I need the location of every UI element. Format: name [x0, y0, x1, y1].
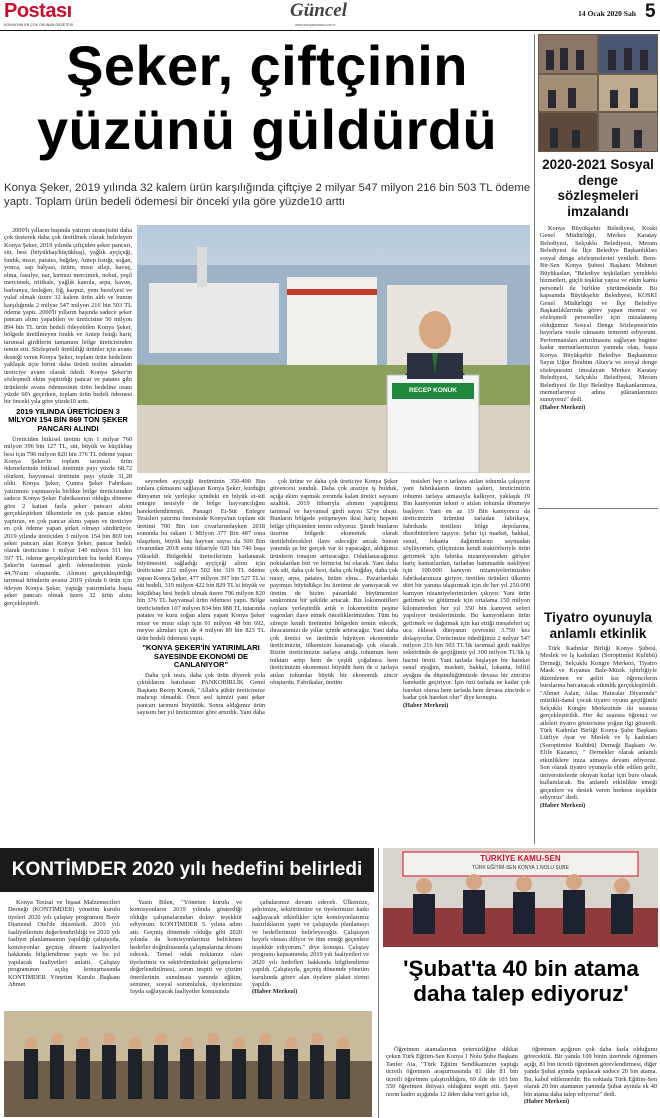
kontimder-column-2	[130, 899, 242, 1009]
banner-line1: TÜRKİYE KAMU-SEN	[480, 854, 561, 863]
main-col4-text: tesisleri hep o tarlaya atılan tohumla çalışıyor yani fabrikaların üretim şalteri, üreticimizin tohumu tarlaya atmasıyla kalkıyor, yaklaşık 19 Bin kamyonun tekeri o atılan tohumla dönmeye başlıyor. Yani en az 19 Bin kamyoncu da üreticimizin ürününü tarladan fabrikaya, fabrikada üretileni bölge depolarına, distribütörlere taşıyor. Şehir içi market, bakkal, esnaf, lokanta dağıtımlarını saymadan söylüyorum, çiftçimizin kendi traktörleriyle ürün getirmek için fabrika nizamiyesinden girişler hariç kantarlardan, tarladan hammadde nakliyesi için 100.000 kamyon nizamiyelerimizden fabrikalarımıza giriyor, üretilen ürünleri ülkenin dört bir yanına ulaştırmak için de her yıl 250.000 kamyon nizamiyelerimizden çıkıyor. Yani ürün getirmek ve götürmek için ortalama 150 milyon kilometreden her yıl 350 bin kamyon seferi yapılıyor tesislerimizde. Bu kamyonların ürün getirmek ve dağıtmak için kat ettiği mesafeleri uç uca eklesek dünyanın çevresini 3.750 kez dolaşıyorlar. Üreticimize ödediğimiz 2 milyar 547 milyon 216 bin 503 TL'lik tarımsal girdi nakliye sektöründe de geçtiğimiz yıl 300 milyon TL'lik iş hacmi üretti. Yani tarlada başlayan bir hareket esnaf ayağını, marketi, bakkal, lokanta, bilfiil ayağını da düşündüğümüzde devasa bir zincirin hareketle geçiriyor. İşin özü tarlada ne kadar çok hareket olursa hem tarlada hem devasa zincirde o kadar çok hareket olur" diye konuştu.	[403, 478, 530, 702]
kontimder-headline-bold: KONTİMDER	[11, 859, 127, 880]
contract-photos-illustration	[538, 34, 658, 152]
masthead	[0, 0, 660, 32]
main-story-column-1	[4, 227, 132, 840]
section-title: Güncel	[290, 0, 347, 21]
sendika-headline: 'Şubat'ta 40 bin atama daha talep ediyoruz'	[403, 956, 639, 1006]
page-number: 5	[645, 1, 656, 22]
sendika-byline: (Haber Merkezi)	[524, 1098, 570, 1106]
theatre-body	[540, 645, 657, 843]
main-col2-text2: Daha çok tesis, daha çok ürün diyerek yola çıktıklarını hatırlatan PANKOBİRLİK Genel Başkanı Recep Konuk, "Allah'a şükür üreticimize mahcup olmadık. Önce asıl işimizi yani şeker pancarı tarımını büyüttük. Sonra aldığımız ürün sayısını her yıl üreticimize göre artırdık. Yani daha	[137, 671, 265, 717]
website-label: www.konyapostasi.com.tr	[295, 23, 336, 27]
banner-line2: TÜRK EĞİTİM-SEN KONYA 1 NOLU ŞUBE	[472, 865, 569, 871]
newspaper-logo	[4, 1, 88, 29]
main-headline-line1: Şeker, çiftçinin	[66, 34, 468, 97]
main-photo-illustration	[137, 225, 530, 473]
bottom-section-divider	[378, 848, 379, 1118]
main-col1-text: 2000'li yılların başında yatırım stratejisini daha çok üreterek daha çok üretilmek olarak belirleyen Konya Şeker, 2019 yılında çiftçiden şeker pancarı, süt, besi (büyükbaş/küçükbaş), yağlık ayçiçeği, fındık, mısır, patates, buğday, Antep fıstığı, soğan, yonca, sap balyası, üzüm, mısır silajı, havuç, elma, fasulye, nar, kırmızı mercimek, nohut, yeşil mercimek, tritikale, yağlık kanola, arpa, kavun, barbunya, fesleğen, fiğ, karpuz, yem bezelyesi ve yulaf olmak üzere 32 kalem ürün aldı ve bunun karşılığında 2 milyar 547 milyon 216 bin 503 TL ödeme yaptı. 2000'li yılların başında sadece şeker pancarı alımı yapabilen ve üreticisine 50 milyon 894 bin TL ürün bedeli ödeyebilen Konya Şeker, bölgede üretilmeyen fındık ve Antep fıstığı hariç tarımsal girdilerin tamamını bölge üreticisinden temin etti. Sözleşmeli üretildiği ürünler için avans desteği veren Konya Şeker, toplam ürün bedelinin yaklaşık üçte birini daha ürünü teslim almadan üreticiye avans olarak ödedi. Konya Şeker'in sözleşmeli ekim yaptırdığı pancar ve patates gibi ürünlerde avans ödemesinin ürün bedeline oranı yüzde 60'ı geçerken, toplam ürün bedeli ödemesi bir önceki yıla göre yüzde10 arttı.	[4, 227, 132, 406]
sidebar-section-divider	[538, 508, 658, 509]
sendika-press-photo	[383, 848, 658, 947]
main-col1-text2: Üreticiden bitkisel üretim için 1 milyar 760 milyon 396 bin 127 TL, süt, büyük ve küçükbaş besi için 796 milyon 820 bin 376 TL ödeme yapan Konya Şeker'in toplam tarımsal ürün ödemelerinde bitkisel üretimin payı yüzde 68,72 olurken, hayvansal üretimin payı yüzde 31,28 oldu. Konya Şeker, Çumra Şeker Fabrikası yatırımını yapmasıyla birlikte bölge üreticisinden sadece Konya Şeker Fabrikasının olduğu döneme göre 2 kattan fazla şeker pancarı alımı gerçekleştirken ülkemizde en çok pancar ekimi yaptıran, en çok pancar alımı yapan ve üreticiye en çok ödeme yapan şirket olmayı sürdürüyor. 2019 yılında üreticiden 3 milyon 154 bin 869 ton şeker pancarı alan Konya Şeker, pancar bedeli olarak üreticisine 1 milyar 140 milyon 311 bin 597 TL ödeme gerçekleştirirken bu bedel Konya Şeker'in tarımsal girdi ödemelerinin yüzde 44,76'sını oluşturdu. Alımını gerçekleştirdiği tarımsal ürünlerin avansı 2019 yılında 6 ürün için ödeyen Konya Şeker, yaptığı yatırımlarla başta şeker pancarı olmak üzere 32 ürün alımı gerçekleştirdi.	[4, 435, 132, 607]
logo-text: Postası	[4, 0, 72, 22]
contract-byline: (Haber Merkezi)	[540, 403, 586, 411]
main-col2-subheading: "KONYA ŞEKER'İN YATIRIMLARI SAYESİNDE EKONOMİ DE CANLANIYOR"	[142, 642, 260, 670]
main-story-column-2	[137, 478, 265, 840]
main-headline	[4, 34, 530, 162]
main-deck: Konya Şeker, 2019 yılında 32 kalem ürün karşılığında çiftçiye 2 milyar 547 milyon 216 bin 503 TL ödeme yaptı. Toplam ürün bedeli ödemesi bir önceki yıla göre yüzde10 arttı	[4, 182, 531, 208]
theatre-body-text: Türk Kadınlar Birliği Konya Şubesi, Meslek ve İş kadınları (Soroptimist Kulübü) Derneği, Selçuklu Kongre Merkezi, Tiyatro Mask ve Kıyanus Bale-Müzik işbirliğiyle düzenlenen ve geliri kız öğrencilerin burslarına harcanacak etkinlik gerçekleştirildi. "Ahmet Aslan, Atlas Hatıralar Diyarında" müzikli-dansl çocuk tiyatro oyunu geçtiğimiz Selçuklu Kongre Merkezinde iki seansta gerçekleştirildi. Her iki seansta öğrenci ve aileleri tiyatro gösterisine yoğun ilgi gösterdi. Türk Kadınlar Birliği Konya Şube Başkanı Lütfiye Ayar ve Meslek ve İş kadınları (Soroptimist Kulübü) Derneği Başkanı Av. Elife Kazancı, " Dernekler olarak anlamlı etkinliklere imza atmaya devam ediyoruz. Son olarak tiyatro oyunuyla elde edilen gelir, üniversitelerde okuyan kızlar için burs olarak kullanılacak. Bu anlamlı etkinlikte emeği geçenlere ve destek veren herkese teşekkür ediyoruz" dedi.	[540, 645, 657, 802]
main-col3-text: çok ürüne ve daha çok üreticiye Konya Şeker güvencesi sunduk. Daha çok araziye iş bulduk, açığa ekim yapmak zorunda kalan üretici sayısını azalttık. 2019 itibarıyla alımını yaptığımız tarımsal ve hayvansal girdi sayısı 32'ye ulaştı. Bunların bölgede yetişmeyen ikisi hariç hepsini bölge çiftçisinden temin ediyoruz. Şimdi bunların üzerine bölgede ekonomik olarak üretilebilecekleri ilave edeceğiz ancak bunun yanında şu bir gerçek var ki yapacağız, aldığımız ürünlerin tonajını arttıracağız. Odaklanacağımız noktalardan biri ve birincisi bu olacak. Yani daha çok süt, daha çok besi, daha çok buğday, daha çok mısır, arpa, patates, üzüm elma... Pazarlardaki payımızı büyüdükçe bu üretime de yansıyacak ve üretim de bizim pazardaki büyümemize senkronize bir şekilde artacak. Biz lokomotifleri raylara yerleştirdik artık o lokomotifin peşine vagonları ilave etmek önceliklerimizden. Tüm bu süreçte kendi üretimini bölgeden temin edecek, ihracatımızı de yıllar içinde artıracağız. Yani daha çok üretici ve üretimle büyüyen ekonomide üreticimizin, ülkemizin kazanacağı çok olacak. Bizim üreticimizin tarlaya attığı tohumun hem miktarı artıp hem de çeşidi çoğalınca hem üreticimizin ekonomisi büyüdü hem de o tarlaya atılan tohumlar büyük bir ekonomik zincir oluşturdu. Fabrikalar, üretim	[270, 478, 398, 687]
kontimder-group-photo	[4, 1011, 372, 1117]
kontimder-col2-text: Yasin Bilen, "Yönetim kurulu ve komisyonların 2019 yılında gösterdiği olduğu çalışmalarından dolayı teşekkür ediyorum. KONTİMDER 5. yılına adım attı. Geçmiş dönemde olduğu gibi 2020 yılında da komisyonlarımız belirlenen hedefler doğrultusunda çalışmalarına devam edecek. Temel odak noktamız olan üyelerimiz ve sektörümüzdeki gelişmelerin değerlendirilmesi, sorun tespiti ve çözüm önerilerinin sunulması yanında eğitim, seminer, sosyal sorumluluk, üyelerimize fayda sağlayacak faaliyetler konusunda	[130, 899, 242, 996]
sendika-col2-text: öğretmen açığının çok daha fazla olduğunu görecektik. Bir yanda 100 binin üzerinde öğretmen açığı, 81 bin ücretli öğretmen görevlendirmesi, diğer yanda Şubat ayında yapılacak sadece 20 bin atama. Bu, kabul edilemezdir. Bu noktada Türk Eğitim-Sen olarak 20 bin atamanın yanında Şubat ayında ek 40 bin atama daha talep ediyoruz" dedi.	[524, 1046, 657, 1098]
contract-body-text: Konya Büyükşehir Belediyesi, Koski Genel Müdürlüğü, Merkez Karatay Belediyesi, Selçuklu Belediyesi, Meram Belediyesi ile İlçe Belediye Başkanlıkları sosyal denge sözleşmelerini yeniledi. Bem-Bir-Sen Konya Şubesi Başkanı Mehmet Büyükaslan, "Belediye teşkilatları yereldeki hizmetleri, güçlü teşkilat yapısı ve etkin kamu personeli ile birlikte yürütmektedir. Bu kapsamda Büyükşehir Belediyesi, KOSKİ Genel Müdürlüğü ve İlçe Belediye Başkanlıklarında görev yapan memur ve sözleşmeli personeller için imzalanmış olduğumuz Sosyal Denge Sözleşmesi'nin hayırlara vesile olmasını temenni ediyorum. Performansları artırılmasını sağlayan bugüne kadar memurlarımızın yanında olan, başta Konya Büyükşehir Belediye Başkanımız Sayın Uğur İbrahim Altay'a ve sosyal denge sözleşmesini imzalayan Merkez Karatay Belediyesi, Selçuklu Belediyesi, Meram Belediyesi ile İlçe Belediye Başkanlarımıza, memurlarımız adına şükranlarımızı sunuyoruz" dedi.	[540, 225, 657, 404]
sendika-col1-text: Öğretmen atamalarının yetersizliğine dikkat çeken Türk Eğitim-Sen Konya 1 Nolu Şube Başkanı Tanfer Ata, "Türk Eğitim Sendikamızın yaptığı ücretli öğretmen araştırmasında 81 ilde 81 bin ücretli öğretmen çalıştırıldığını, 69 ilde de 103 bin 550 öğretmen ihtiyacı olduğunu tespit etti. Şayet norm kadro açığında 12 ilden daha veri gelse idi,	[386, 1046, 518, 1098]
kontimder-column-1	[8, 899, 120, 1009]
kontimder-byline: (Haber Merkezi)	[252, 988, 298, 996]
logo-subtitle: KONYA'NIN EN ÇOK OKUNAN GAZETESİ	[4, 23, 74, 27]
sendika-column-1	[386, 1046, 518, 1117]
contract-signing-photo-grid	[538, 34, 658, 152]
podium-sign: RECEP KONUK	[409, 387, 457, 394]
main-story-column-3	[270, 478, 398, 840]
kontimder-photo-illustration	[4, 1011, 372, 1117]
contract-body	[540, 225, 657, 505]
main-story-photo	[137, 225, 530, 473]
kontimder-column-3	[252, 899, 369, 1009]
main-col2-text: seyreden ayçiçeği üretiminin 350-400 Bin tonlara çıkmasını sağlayan Konya Şeker, kurduğu dünyanın tek yerleşke içindeki en büyük et-süt entegre tesisiyle de bölge hayvancılığını hareketlendirmişti. Panagri Et-Süt Entegre Tesisleri yatırımı öncesinde Konya'nın toplam süt üretimi 700 Bin ton civarlarındayken 2018 sonunda bu rakam 1 Milyon 377 Bin 487 tona ulaşırken, büyük baş hayvan sayısı da 500 Bin civarından 2018 sonu itibariyle 920 bin 746 başa yükseldi. Bölgedeki üreticilerinin katlanarak büyümesini sağladığı ayçiçeği alımı için üreticisine 212 milyon 502 bin 319 TL ödeme yapan Konya Şeker, 477 milyon 397 bin 527 TL'si süt bedeli, 319 milyon 422 bin 829 TL'si büyük ve küçükbaş besi bedeli olmak üzere 796 milyon 820 bin 376 TL hayvansal ürün ödemesi yaptı. Bölge üreticisinden 107 milyon 834 bin 988 TL tutarında patates ve kuru soğan alımı yapan Konya Şeker mısır ve mısır silajı için 91 milyon 48 bin 692, meyve alımları için de 4 milyon 89 bin 823 TL ürün bedeli ödemesi yaptı.	[137, 478, 265, 642]
main-headline-line2: yüzünü güldürdü	[36, 98, 498, 161]
masthead-divider	[0, 30, 660, 31]
kontimder-headline-bar	[0, 848, 374, 892]
main-byline: (Haber Merkezi)	[403, 701, 449, 709]
kontimder-col1-text: Konya Tesisat ve İnşaat Malzemecileri Derneği (KONTİMDER) yönetim kurulu üyeleri 2020 yılı çalıştay programını Bayir Diamond Otel'de düzenledi. 2019 yılı faaliyetlerinin değerlendirildiği ve 2020 yılı faaliyet planlamasının yapıldığı çalıştayda, komisyonlar geçmiş dönem faaliyetleri hakkında bilgilendirme yaptı ve bu yıl yapılacak faaliyetleri anlattı. Çalıştay programının açılış konuşmasında KONTİMDER Yönetim Kurulu Başkanı Ahmet	[8, 899, 120, 988]
sendika-column-2	[524, 1046, 657, 1117]
main-col1-subheading: 2019 YILINDA ÜRETİCİDEN 3 MİLYON 154 BİN 869 TON ŞEKER PANCARI ALINDI	[8, 406, 128, 434]
contract-headline: 2020-2021 Sosyal denge sözleşmeleri imzalandı	[542, 157, 654, 219]
theatre-headline: Tiyatro oyunuyla anlamlı etkinlik	[544, 610, 652, 641]
issue-date: 14 Ocak 2020 Salı	[578, 9, 637, 18]
kontimder-col3-text: çabalarımız devam edecek. Ülkemize, şehrimize, sektörümüze ve üyelerimize katkı sağlayacak etkinlikler için komisyonlarımız hazırlıklarını yaptı ve çalıştayda planlamayı ve hedeflerimizi belirleyeceğiz. Çalıştayın hayırlı olması diliyor ve tüm emeği geçenlere teşekkür ediyorum." diye konuştu. Çalıştay programı kapsamında; 2019 yılı faaliyetleri ve 2020 yılı hedefleri hakkında bilgilendirme yapıldı. Çalıştayda, geçmiş dönemde yönetim kurulunda görev alan üyelere plaket töreni yapıldı.	[252, 899, 369, 988]
sidebar-divider	[534, 34, 535, 844]
main-story-column-4	[403, 478, 530, 840]
kontimder-headline-rest: 2020 yılı hedefini belirledi	[132, 859, 363, 880]
theatre-byline: (Haber Merkezi)	[540, 801, 586, 809]
